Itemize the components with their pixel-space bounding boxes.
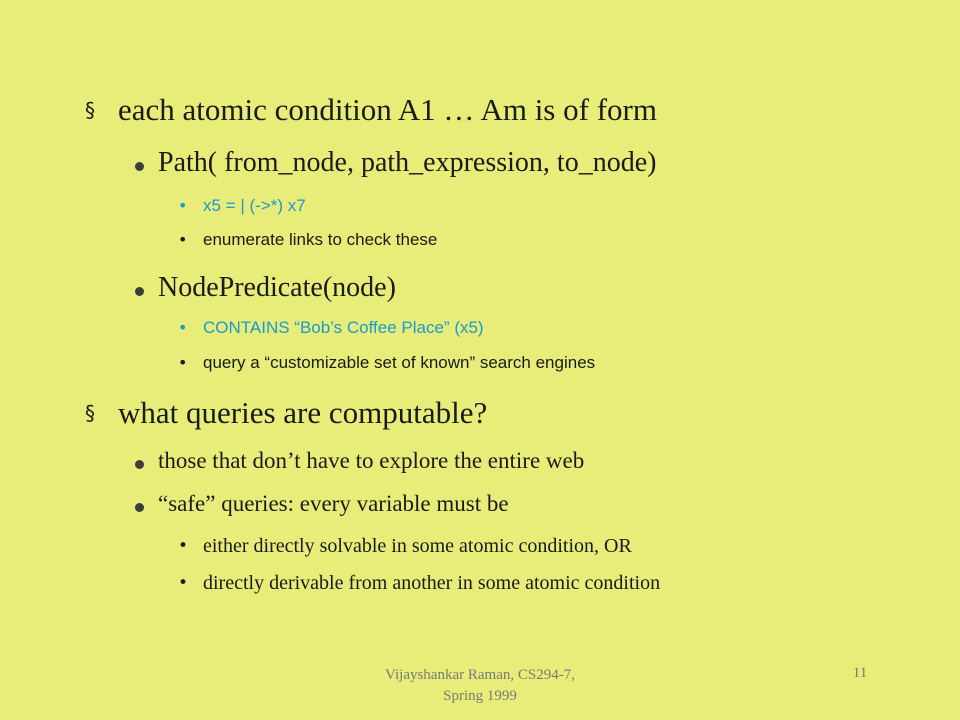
section-bullet-icon: § [85,98,95,122]
small-bullet-icon: • [178,196,188,215]
dot-bullet-icon [135,460,144,469]
bullet-text: what queries are computable? [118,395,488,430]
small-bullet-icon: • [178,573,189,593]
dot-bullet-icon [135,162,144,171]
section-bullet-icon: § [85,401,95,425]
page-number: 11 [852,665,868,681]
bullet-text: query a “customizable set of known” search engines [203,353,596,372]
footer-author-name: Vijayshankar Raman, CS294-7, [385,667,575,683]
bullet-text: those that don’t have to explore the entire web [158,448,585,473]
bullet-text: CONTAINS “Bob’s Coffee Place” (x5) [203,318,484,337]
bullet-text: Path( from_node, path_expression, to_node) [158,147,657,178]
small-bullet-icon: • [178,536,189,556]
small-bullet-icon: • [178,353,188,372]
dot-bullet-icon [135,503,144,512]
footer-author [330,665,630,707]
bullet-text: NodePredicate(node) [158,272,396,303]
bullet-text: x5 = | (->*) x7 [203,196,306,215]
dot-bullet-icon [135,287,144,296]
bullet-text: “safe” queries: every variable must be [158,491,509,516]
small-bullet-icon: • [178,318,188,337]
bullet-text: each atomic condition A1 … Am is of form [118,92,657,127]
small-bullet-icon: • [178,230,188,249]
bullet-text: directly derivable from another in some atomic condition [203,572,661,594]
footer-term: Spring 1999 [443,688,517,704]
bullet-text: either directly solvable in some atomic condition, OR [203,535,632,557]
bullet-text: enumerate links to check these [203,230,438,249]
